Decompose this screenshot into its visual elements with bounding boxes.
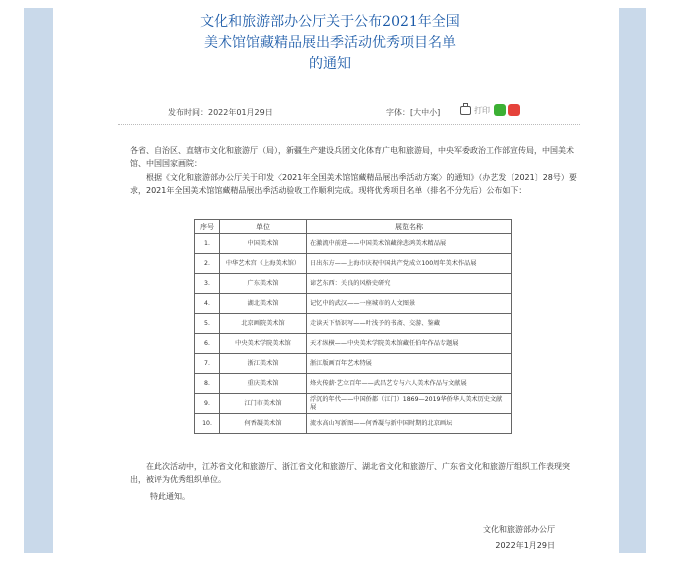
row-unit: 北京画院美术馆: [220, 314, 307, 334]
row-no: 7.: [195, 354, 220, 374]
title-line-3: 的通知: [309, 56, 351, 72]
row-unit: 中央美术学院美术馆: [220, 334, 307, 354]
share-tools: [460, 104, 520, 116]
closing-paragraph: 在此次活动中，江苏省文化和旅游厅、浙江省文化和旅游厅、湖北省文化和旅游厅、广东省文化和旅游厅组织工作表现突出，被评为优秀组织单位。: [130, 462, 570, 484]
row-no: 5.: [195, 314, 220, 334]
row-no: 9.: [195, 394, 220, 414]
table-row: [195, 294, 512, 314]
row-exhibition: 在激流中前进——中国美术馆藏徐悲鸿美术精品展: [307, 234, 512, 254]
row-exhibition: 走读天下悟识写——叶浅予的书斋、交游、鉴藏: [307, 314, 512, 334]
publish-date: 发布时间：2022年01月29日: [168, 108, 273, 117]
row-exhibition: 日出东方——上海市庆祝中国共产党成立100周年美术作品展: [307, 254, 512, 274]
row-unit: 重庆美术馆: [220, 374, 307, 394]
wechat-icon[interactable]: [494, 104, 506, 116]
table-row: [195, 274, 512, 294]
row-exhibition: 天才纵横——中央美术学院美术馆藏任伯年作品专题展: [307, 334, 512, 354]
addressees-paragraph: 各省、自治区、直辖市文化和旅游厅（局），新疆生产建设兵团文化体育广电和旅游局，中央军委政治工作部宣传局，中国美术馆、中国国家画院：: [130, 146, 574, 168]
table-row: [195, 374, 512, 394]
right-side-panel: [619, 8, 646, 553]
row-exhibition: 记忆中的武汉——一座城市的人文图景: [307, 294, 512, 314]
title-line-2: 美术馆馆藏精品展出季活动优秀项目名单: [204, 35, 456, 51]
table-row: [195, 414, 512, 434]
weibo-icon[interactable]: [508, 104, 520, 116]
row-no: 4.: [195, 294, 220, 314]
row-exhibition: 浮沉的年代——中国侨都（江门）1869—2019华侨华人美术历史文献展: [307, 394, 512, 414]
row-no: 1.: [195, 234, 220, 254]
row-no: 8.: [195, 374, 220, 394]
left-side-panel: [24, 8, 53, 553]
row-unit: 湖北美术馆: [220, 294, 307, 314]
row-unit: 江门市美术馆: [220, 394, 307, 414]
header-divider: [118, 124, 580, 125]
row-unit: 中华艺术宫（上海美术馆）: [220, 254, 307, 274]
table-row: [195, 394, 512, 414]
meta-bar: [168, 104, 538, 120]
table-header-row: [195, 220, 512, 234]
row-unit: 浙江美术馆: [220, 354, 307, 374]
print-link[interactable]: 打印: [474, 105, 490, 115]
table-row: [195, 234, 512, 254]
row-exhibition: 浙江版画百年艺术特展: [307, 354, 512, 374]
page-title: [120, 12, 540, 75]
header-exhibition: 展览名称: [307, 220, 512, 234]
font-size-control[interactable]: 字体：[大中小]: [386, 108, 441, 117]
table-row: [195, 354, 512, 374]
row-unit: 中国美术馆: [220, 234, 307, 254]
print-icon[interactable]: [460, 106, 471, 115]
signature-date: 2022年1月29日: [495, 541, 555, 550]
row-exhibition: 谛艺东西：关良的风格史研究: [307, 274, 512, 294]
row-no: 6.: [195, 334, 220, 354]
signature-org: 文化和旅游部办公厅: [483, 525, 555, 534]
row-no: 2.: [195, 254, 220, 274]
table-row: [195, 334, 512, 354]
row-no: 3.: [195, 274, 220, 294]
results-table: [194, 219, 512, 434]
table-row: [195, 254, 512, 274]
row-unit: 何香凝美术馆: [220, 414, 307, 434]
row-exhibition: 流水高山写新图——何香凝与新中国时期的北京画坛: [307, 414, 512, 434]
special-notice: 特此通知。: [150, 492, 190, 501]
header-unit: 单位: [220, 220, 307, 234]
row-exhibition: 烽火传薪·艺立百年——武昌艺专与六人美术作品与文献展: [307, 374, 512, 394]
title-line-1: 文化和旅游部办公厅关于公布2021年全国: [200, 14, 460, 30]
table-row: [195, 314, 512, 334]
header-no: 序号: [195, 220, 220, 234]
row-no: 10.: [195, 414, 220, 434]
row-unit: 广东美术馆: [220, 274, 307, 294]
intro-paragraph: 根据《文化和旅游部办公厅关于印发〈2021年全国美术馆馆藏精品展出季活动方案〉的通知》（办艺发〔2021〕28号）要求，2021年全国美术馆馆藏精品展出季活动验收工作顺利完成。现将优秀项目名单（排名不分先后）公布如下：: [130, 173, 577, 195]
